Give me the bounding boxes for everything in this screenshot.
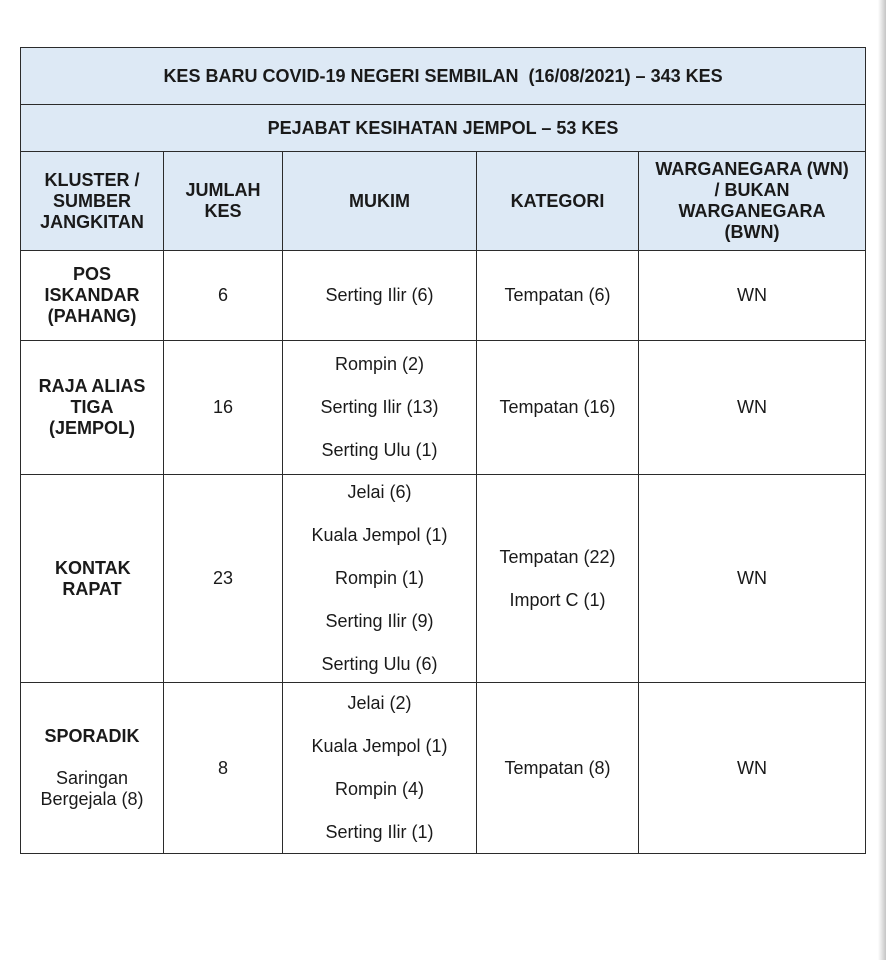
kategori-cell [477, 251, 639, 341]
jumlah-cell: 16 [164, 341, 283, 475]
table-row [21, 683, 866, 854]
mukim-item: Serting Ilir (1) [325, 822, 434, 842]
table-title: KES BARU COVID-19 NEGERI SEMBILAN (16/08/2021) – 343 KES [21, 48, 866, 105]
header-kluster: KLUSTER / SUMBER JANGKITAN [21, 152, 164, 251]
mukim-cell [283, 475, 477, 683]
kluster-cell: POS ISKANDAR (PAHANG) [21, 251, 164, 341]
office-title: PEJABAT KESIHATAN JEMPOL – 53 KES [21, 105, 866, 152]
mukim-item: Serting Ilir (13) [320, 397, 439, 417]
kategori-cell [477, 683, 639, 854]
kluster-cell: RAJA ALIAS TIGA (JEMPOL) [21, 341, 164, 475]
mukim-item: Serting Ilir (6) [325, 285, 434, 305]
header-jumlah: JUMLAH KES [164, 152, 283, 251]
wn-cell: WN [639, 341, 866, 475]
mukim-cell [283, 683, 477, 854]
jumlah-cell: 23 [164, 475, 283, 683]
mukim-item: Kuala Jempol (1) [311, 525, 448, 545]
mukim-cell [283, 341, 477, 475]
mukim-cell [283, 251, 477, 341]
mukim-item: Jelai (6) [347, 482, 412, 502]
kategori-item: Tempatan (6) [504, 285, 611, 305]
mukim-item: Rompin (1) [334, 568, 425, 588]
kategori-item: Tempatan (16) [499, 397, 616, 417]
kluster-cell: KONTAK RAPAT [21, 475, 164, 683]
mukim-item: Rompin (4) [334, 779, 425, 799]
kluster-cell [21, 683, 164, 854]
mukim-item: Kuala Jempol (1) [311, 736, 448, 756]
kategori-item: Tempatan (8) [504, 757, 611, 778]
page-edge-shadow [878, 0, 886, 960]
mukim-item: Serting Ulu (1) [321, 440, 438, 460]
mukim-item: Serting Ulu (6) [321, 654, 438, 674]
wn-cell: WN [639, 683, 866, 854]
kluster-label: SPORADIK [44, 726, 140, 746]
covid-case-table [20, 47, 866, 854]
table-row [21, 341, 866, 475]
mukim-item: Jelai (2) [347, 693, 412, 713]
header-kategori: KATEGORI [477, 152, 639, 251]
kategori-item: Tempatan (22) [499, 546, 616, 567]
mukim-item: Serting Ilir (9) [325, 611, 434, 631]
header-warganegara: WARGANEGARA (WN) / BUKAN WARGANEGARA (BWN) [639, 152, 866, 251]
table-row [21, 251, 866, 341]
jumlah-cell: 6 [164, 251, 283, 341]
kluster-sub-label: Saringan Bergejala (8) [40, 768, 144, 809]
kategori-cell [477, 341, 639, 475]
mukim-item: Rompin (2) [334, 354, 425, 374]
kategori-cell [477, 475, 639, 683]
header-mukim: MUKIM [283, 152, 477, 251]
wn-cell: WN [639, 251, 866, 341]
kategori-item: Import C (1) [509, 589, 606, 610]
wn-cell: WN [639, 475, 866, 683]
jumlah-cell: 8 [164, 683, 283, 854]
table-row [21, 475, 866, 683]
